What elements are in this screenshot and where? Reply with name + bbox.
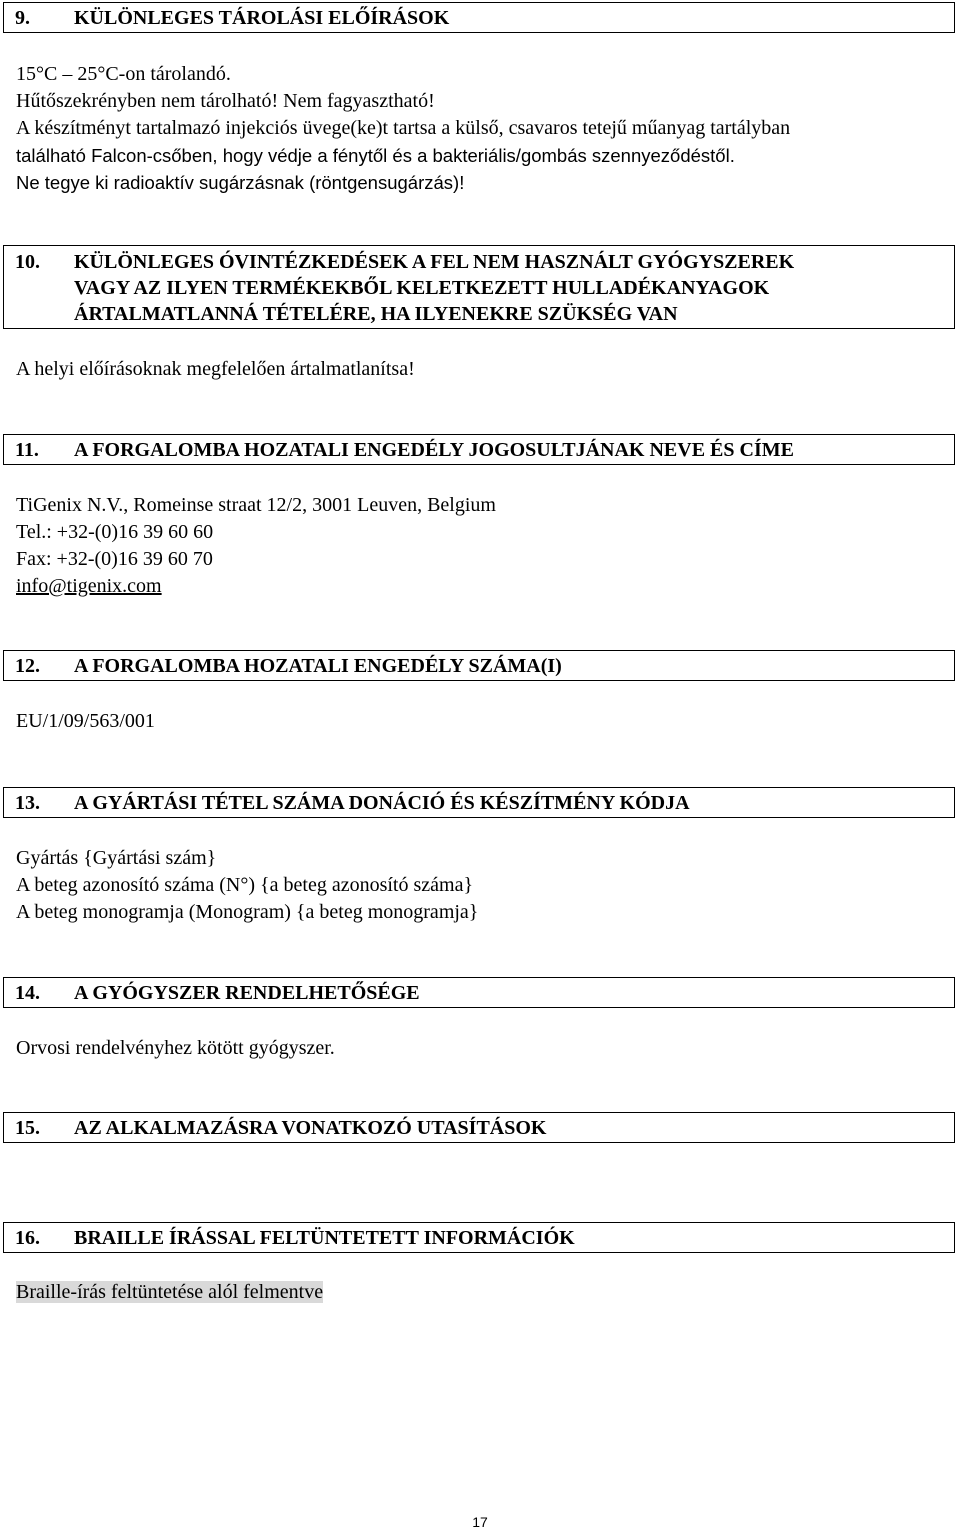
braille-exemption [16,1279,323,1306]
authorisation-number: EU/1/09/563/001 [16,710,155,732]
batch-number: Gyártás {Gyártási szám} [16,847,217,869]
storage-fridge-warning: Hűtőszekrényben nem tárolható! Nem fagyasztható! [16,90,435,112]
section-13-title: A GYÁRTÁSI TÉTEL SZÁMA DONÁCIÓ ÉS KÉSZÍTMÉNY KÓDJA [74,792,690,814]
section-9-header [3,2,955,33]
storage-container-line-1: A készítményt tartalmazó injekciós üvege(ke)t tartsa a külső, csavaros tetejű műanyag tartályban [16,117,791,139]
section-13-body [16,845,478,926]
page-number: 17 [472,1514,488,1530]
disposal-instruction: A helyi előírásoknak megfelelően ártalmatlanítsa! [16,358,415,380]
section-9-title: KÜLÖNLEGES TÁROLÁSI ELŐÍRÁSOK [74,7,450,29]
storage-container-line-2: található Falcon-csőben, hogy védje a fénytől és a bakteriális/gombás szennyeződéstől. [16,145,735,166]
section-14-title: A GYÓGYSZER RENDELHETŐSÉGE [74,982,420,1004]
section-12-number: 12. [15,655,40,677]
section-16-number: 16. [15,1227,40,1249]
prescription-status: Orvosi rendelvényhez kötött gyógyszer. [16,1037,335,1059]
section-11-number: 11. [15,439,39,461]
section-11-title: A FORGALOMBA HOZATALI ENGEDÉLY JOGOSULTJÁNAK NEVE ÉS CÍME [74,439,794,461]
storage-temperature: 15°C – 25°C-on tárolandó. [16,63,231,85]
section-15-number: 15. [15,1117,40,1139]
holder-email-link[interactable]: info@tigenix.com [16,575,162,597]
section-16-title: BRAILLE ÍRÁSSAL FELTÜNTETETT INFORMÁCIÓK [74,1227,575,1249]
holder-fax: Fax: +32-(0)16 39 60 70 [16,548,213,570]
section-13-number: 13. [15,792,40,814]
patient-id: A beteg azonosító száma (N°) {a beteg azonosító száma} [16,874,474,896]
section-14-header [3,977,955,1008]
holder-phone: Tel.: +32-(0)16 39 60 60 [16,521,214,543]
section-11-body [16,492,496,600]
section-12-title: A FORGALOMBA HOZATALI ENGEDÉLY SZÁMA(I) [74,655,562,677]
section-9-body [16,61,790,196]
patient-initials: A beteg monogramja (Monogram) {a beteg monogramja} [16,901,479,923]
section-15-header [3,1112,955,1143]
holder-address: TiGenix N.V., Romeinse straat 12/2, 3001 Leuven, Belgium [16,494,496,516]
section-12-header [3,650,955,681]
radiation-warning: Ne tegye ki radioaktív sugárzásnak (röntgensugárzás)! [16,172,465,193]
section-13-header [3,787,955,818]
section-11-header [3,434,955,465]
section-10-header [3,245,955,329]
section-9-number: 9. [15,7,30,29]
braille-exemption-text: Braille-írás feltüntetése alól felmentve [16,1281,324,1303]
section-10-number: 10. [15,251,40,273]
section-15-title: AZ ALKALMAZÁSRA VONATKOZÓ UTASÍTÁSOK [74,1117,547,1139]
section-10-title-line-1: KÜLÖNLEGES ÓVINTÉZKEDÉSEK A FEL NEM HASZNÁLT GYÓGYSZEREK [74,251,795,273]
section-16-header [3,1222,955,1253]
section-10-title-line-3: ÁRTALMATLANNÁ TÉTELÉRE, HA ILYENEKRE SZÜKSÉG VAN [74,303,678,325]
section-10-title-line-2: VAGY AZ ILYEN TERMÉKEKBŐL KELETKEZETT HULLADÉKANYAGOK [74,277,770,299]
section-14-number: 14. [15,982,40,1004]
